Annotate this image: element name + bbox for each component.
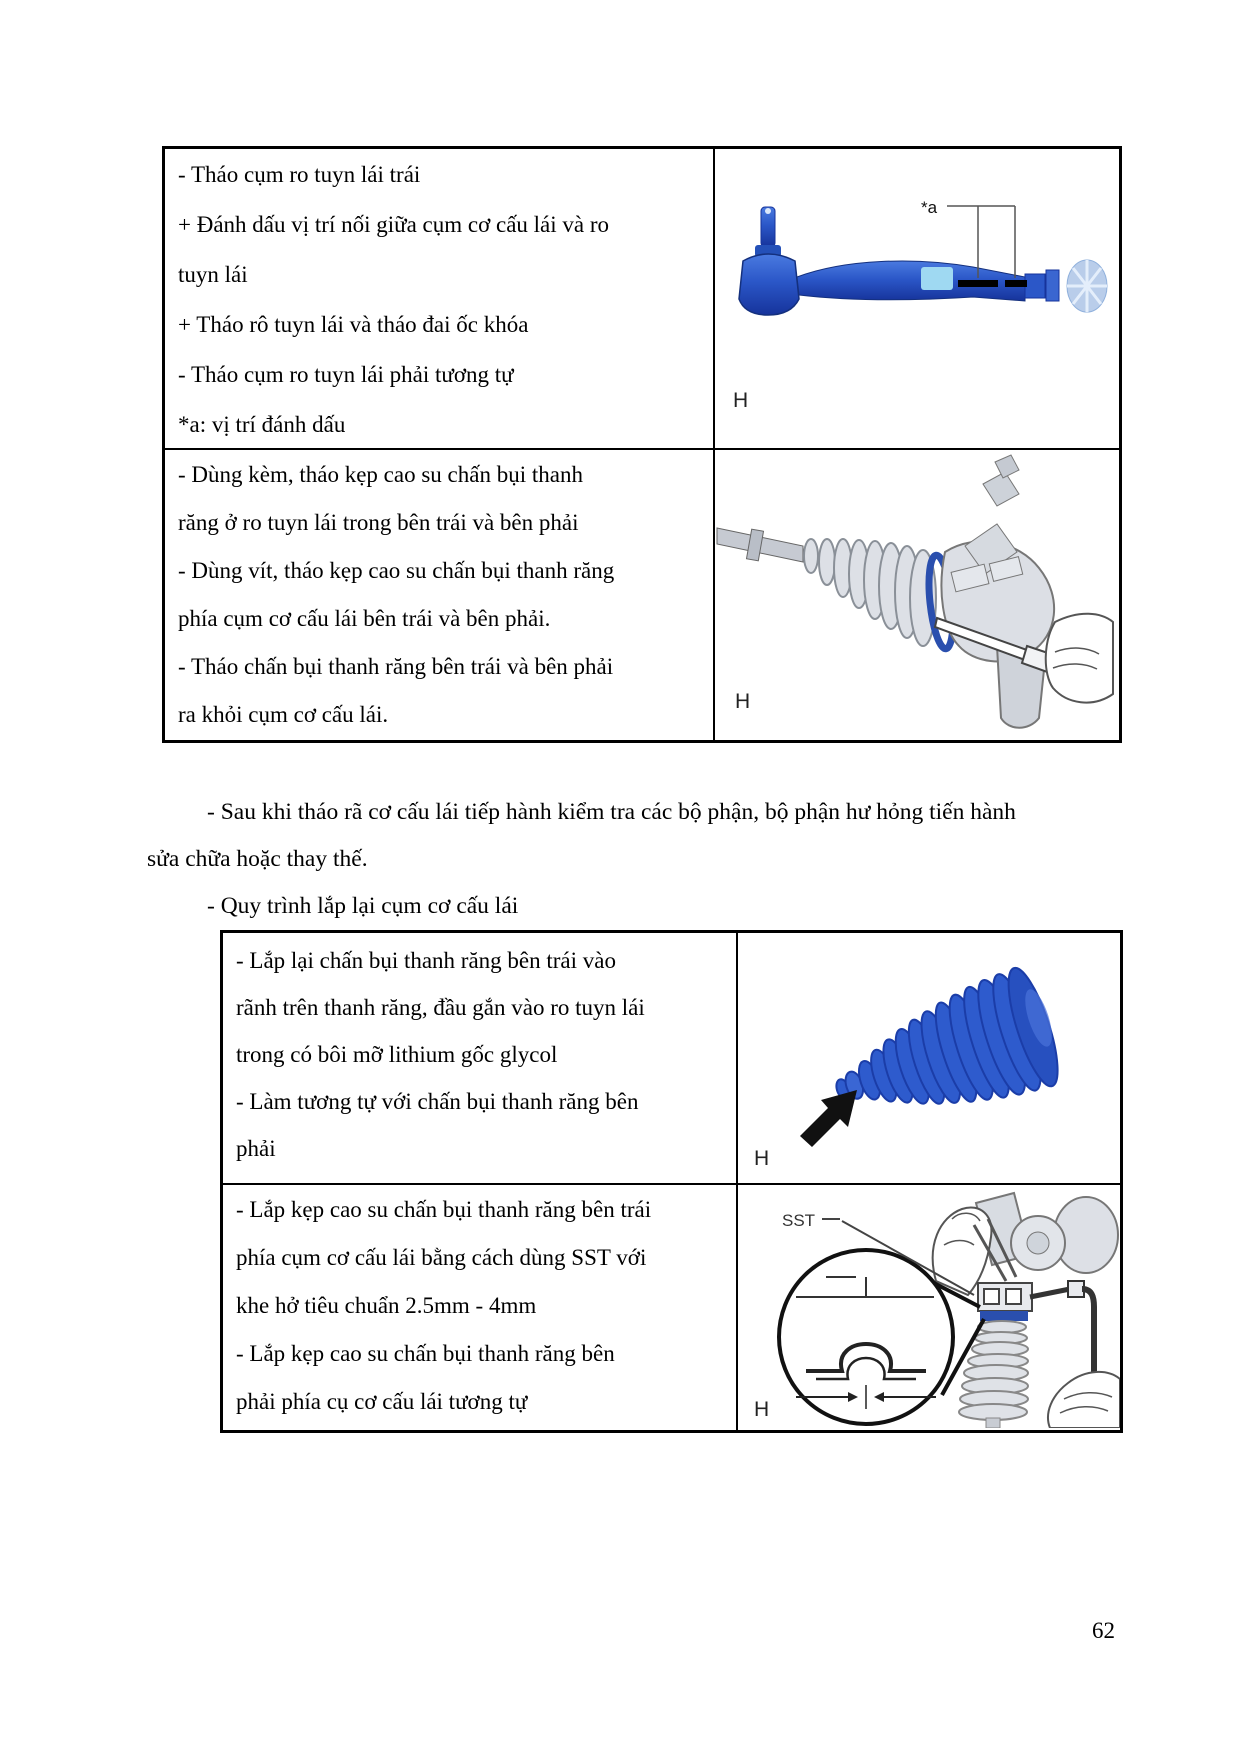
table-cell-figure — [738, 933, 1120, 1183]
figure-corner-label: H — [754, 1147, 770, 1170]
shaft-joint — [746, 529, 763, 561]
paragraph-line: - Sau khi tháo rã cơ cấu lái tiếp hành kiểm tra các bộ phận, bộ phận hư hỏng tiến hành — [207, 799, 1016, 825]
text-line: phải phía cụ cơ cấu lái tương tự — [236, 1389, 528, 1414]
text-line: *a: vị trí đánh dấu — [178, 412, 346, 437]
figure-corner-label: H — [733, 389, 749, 412]
sst-tool-head — [1068, 1281, 1084, 1297]
rack-boot-bellows — [804, 539, 936, 646]
text-line: trong có bôi mỡ lithium gốc glycol — [236, 1042, 558, 1067]
tie-rod-figure — [715, 149, 1118, 446]
figure-corner-label: H — [735, 690, 751, 713]
pinion-bore — [1027, 1232, 1049, 1254]
body-paragraphs — [147, 789, 1157, 930]
boot-bellows-gray — [959, 1321, 1028, 1428]
boot-bellows-blue — [818, 963, 1069, 1150]
clamp-blue-band — [980, 1311, 1028, 1321]
matchmark — [958, 280, 998, 287]
rod-highlight — [921, 267, 953, 290]
text-line: - Làm tương tự với chấn bụi thanh răng bên — [236, 1089, 639, 1114]
hand — [1048, 1372, 1120, 1428]
text-line: - Lắp lại chấn bụi thanh răng bên trái vào — [236, 948, 616, 973]
clamp-ear — [1006, 1289, 1021, 1304]
matchmark — [1005, 280, 1027, 287]
text-line: + Đánh dấu vị trí nối giữa cụm cơ cấu lái và ro — [178, 212, 610, 237]
sst-label: SST — [782, 1211, 816, 1230]
text-line: - Dùng kèm, tháo kẹp cao su chấn bụi thanh — [178, 462, 583, 487]
ball-joint-housing — [739, 254, 799, 315]
sst-tool-bolt — [1030, 1289, 1070, 1297]
sst-clamp-install-figure — [738, 1185, 1120, 1428]
mark-label: *a — [921, 198, 938, 217]
text-line: - Tháo cụm ro tuyn lái phải tương tự — [178, 362, 514, 387]
table-cell-figure — [738, 1185, 1120, 1430]
paragraph-line: - Quy trình lắp lại cụm cơ cấu lái — [207, 893, 519, 919]
page-number: 62 — [1092, 1618, 1115, 1643]
clamp-ear — [984, 1289, 999, 1304]
steering-rack-figure — [715, 450, 1118, 738]
table-cell-text — [165, 149, 715, 448]
hand — [933, 1207, 992, 1295]
table-cell-text — [223, 933, 738, 1183]
text-line: - Dùng vít, tháo kẹp cao su chấn bụi thanh răng — [178, 558, 615, 583]
table-reassembly — [220, 930, 1123, 1433]
table-cell-text — [165, 450, 715, 740]
text-line: răng ở ro tuyn lái trong bên trái và bên phải — [178, 510, 579, 535]
text-line: + Tháo rô tuyn lái và tháo đai ốc khóa — [178, 312, 529, 337]
text-line: khe hở tiêu chuẩn 2.5mm - 4mm — [236, 1293, 537, 1318]
stud-highlight — [765, 208, 771, 214]
text-line: rãnh trên thanh răng, đầu gắn vào ro tuyn lái — [236, 995, 645, 1020]
figure-corner-label: H — [754, 1398, 770, 1421]
table-cell-text — [223, 1185, 738, 1430]
text-line: ra khỏi cụm cơ cấu lái. — [178, 702, 389, 727]
input-shaft-tip — [995, 455, 1019, 478]
rack-boot-figure — [738, 933, 1120, 1180]
text-line: phía cụm cơ cấu lái bằng cách dùng SST với — [236, 1245, 647, 1270]
rod-end-segment — [1046, 270, 1059, 301]
table-row — [165, 149, 1119, 448]
input-shaft-upper — [983, 472, 1019, 506]
pointer-arrow — [800, 1090, 857, 1147]
table-row — [165, 448, 1119, 740]
rod-end-segment — [1025, 274, 1045, 298]
hand — [1046, 614, 1113, 703]
table-row — [223, 933, 1120, 1183]
text-line: phải — [236, 1136, 276, 1161]
text-line: phía cụm cơ cấu lái bên trái và bên phải. — [178, 606, 551, 631]
table-disassembly — [162, 146, 1122, 743]
table-cell-figure — [715, 149, 1119, 448]
paragraph-line: sửa chữa hoặc thay thế. — [147, 846, 368, 872]
table-cell-figure — [715, 450, 1119, 740]
text-line: - Lắp kẹp cao su chấn bụi thanh răng bên trái — [236, 1197, 652, 1222]
table-row — [223, 1183, 1120, 1430]
text-line: - Tháo chấn bụi thanh răng bên trái và bên phải — [178, 654, 614, 679]
text-line: - Lắp kẹp cao su chấn bụi thanh răng bên — [236, 1341, 615, 1366]
text-line: - Tháo cụm ro tuyn lái trái — [178, 162, 421, 187]
text-line: tuyn lái — [178, 262, 248, 287]
